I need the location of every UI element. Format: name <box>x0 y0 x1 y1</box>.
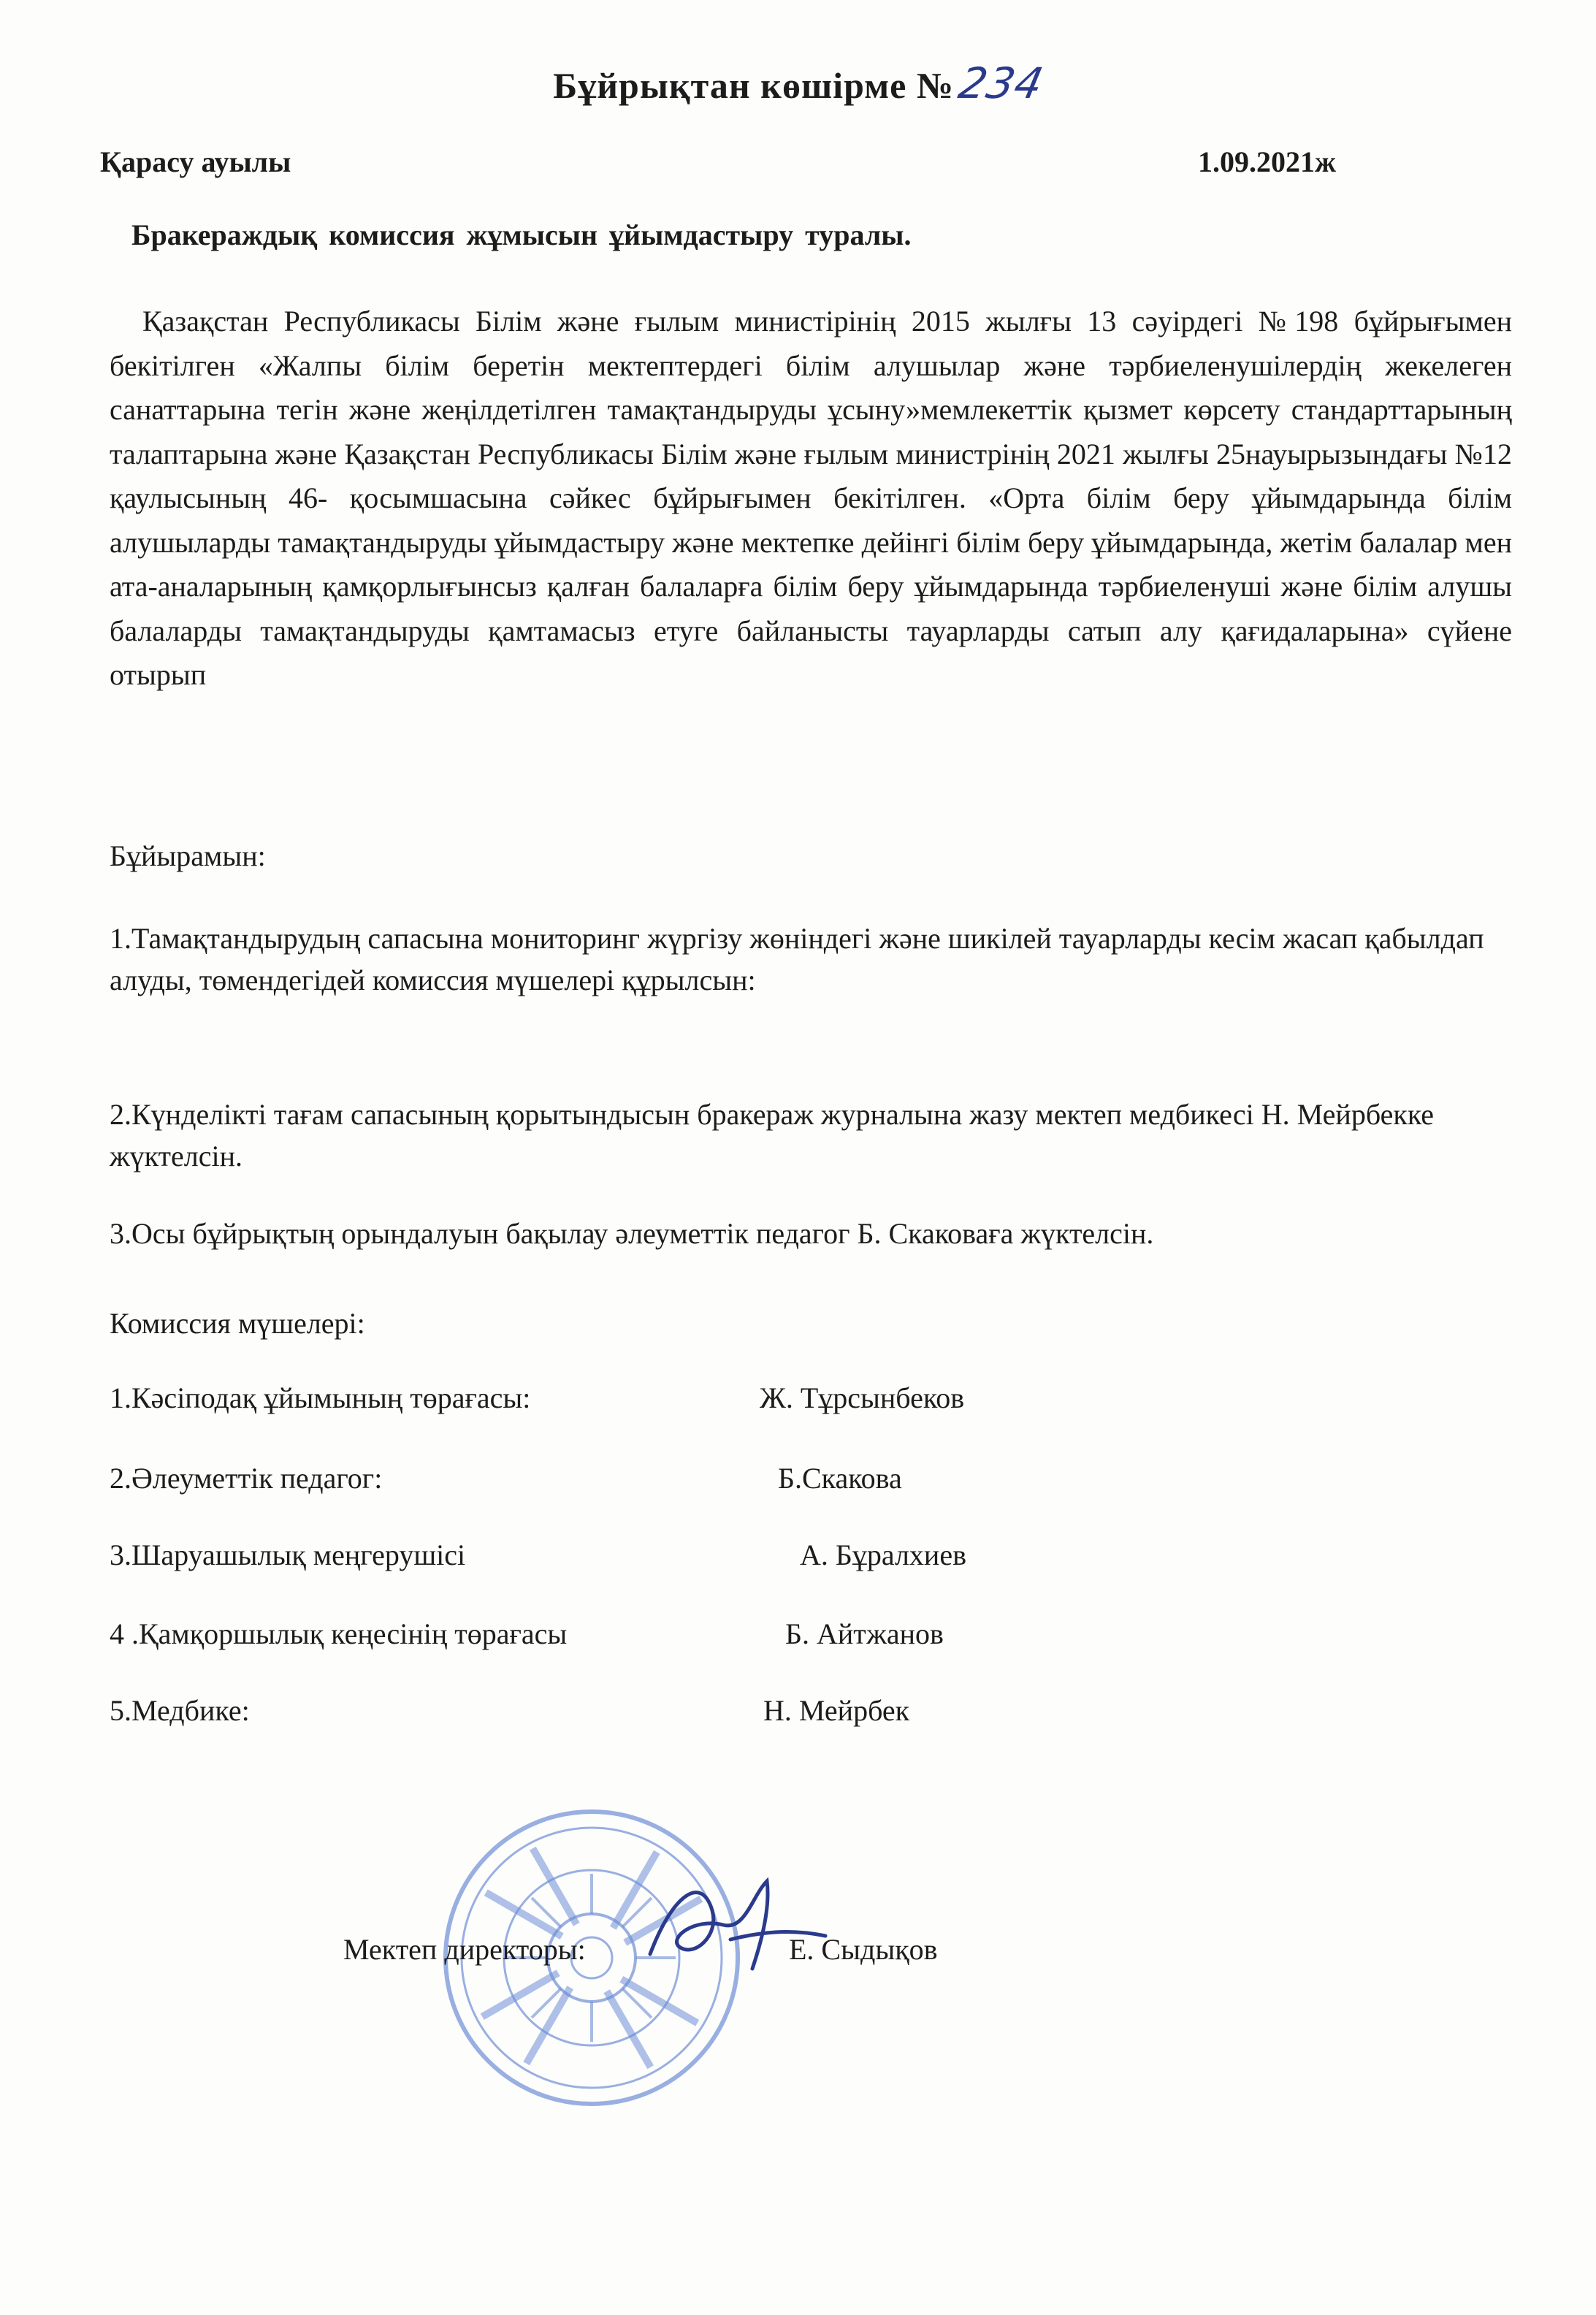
member-name: Н. Мейрбек <box>763 1694 910 1727</box>
order-number: 234 <box>954 58 1049 108</box>
member-role: 4 .Қамқоршылық кеңесінің төрағасы <box>110 1617 568 1650</box>
director-label: Мектеп директоры: <box>343 1933 586 1966</box>
member-role: 3.Шаруашылық меңгерушісі <box>110 1538 466 1571</box>
member-role: 5.Медбике: <box>110 1694 250 1727</box>
order-word: Бұйырамын: <box>110 839 266 872</box>
title-text: Бұйрықтан көшірме № <box>553 65 955 106</box>
document-title <box>0 58 1596 108</box>
order-subject: Бракераждық комиссия жұмысын ұйымдастыру туралы. <box>131 218 912 251</box>
order-item-1: 1.Тамақтандырудың сапасына мониторинг жүргізу жөніндегі және шикілей тауарларды кесім жасап қабылдап алуды, төмендегідей комиссия мүшелері құрылсын: <box>110 922 1484 996</box>
member-name: Б. Айтжанов <box>785 1617 944 1650</box>
member-name: Ж. Тұрсынбеков <box>760 1381 965 1414</box>
director-name: Е. Сыдықов <box>789 1933 938 1966</box>
order-date: 1.09.2021ж <box>1198 145 1337 178</box>
member-name: А. Бұралхиев <box>800 1538 966 1571</box>
village-name: Қарасу ауылы <box>100 145 291 178</box>
member-role: 1.Кәсіподақ ұйымының төрағасы: <box>110 1381 531 1414</box>
commission-title: Комиссия мүшелері: <box>110 1307 365 1340</box>
member-name: Б.Скакова <box>778 1462 902 1495</box>
preamble-block <box>110 300 1512 698</box>
member-role: 2.Әлеуметтік педагог: <box>110 1462 383 1495</box>
preamble-text: Қазақстан Республикасы Білім және ғылым министірінің 2015 жылғы 13 сәуірдегі №198 бұйрығымен бекітілген «Жалпы білім беретін мектептердегі білім алушылар және тәрбиеленушілердің жекелеген санаттарына тегін және жеңілдетілген тамақтандыруды ұсыну»мемлекеттік қызмет көрсету стандарттарының талаптарына және Қазақстан Республикасы Білім және ғылым министрінің 2021 жылғы 25науырызындағы №12 қаулысының 46- қосымшасына сәйкес бұйрығымен бекітілген. «Орта білім беру ұйымдарында білім алушыларды тамақтандыруды ұйымдастыру және мектепке дейінгі білім беру ұйымдарында, жетім балалар мен ата-аналарының қамқорлығынсыз қалған балаларға білім беру ұйымдарында тәрбиеленуші және білім алушы балаларды тамақтандыруды қамтамасыз етуге байланысты тауарларды сатып алу қағидаларына» сүйене отырып <box>110 305 1512 691</box>
order-item-2: 2.Күнделікті тағам сапасының қорытындысын бракераж журналына жазу мектеп медбикесі Н. Мейрбекке жүктелсін. <box>110 1098 1435 1172</box>
order-item-3: 3.Осы бұйрықтың орындалуын бақылау әлеуметтік педагог Б. Скаковаға жүктелсін. <box>110 1217 1154 1250</box>
